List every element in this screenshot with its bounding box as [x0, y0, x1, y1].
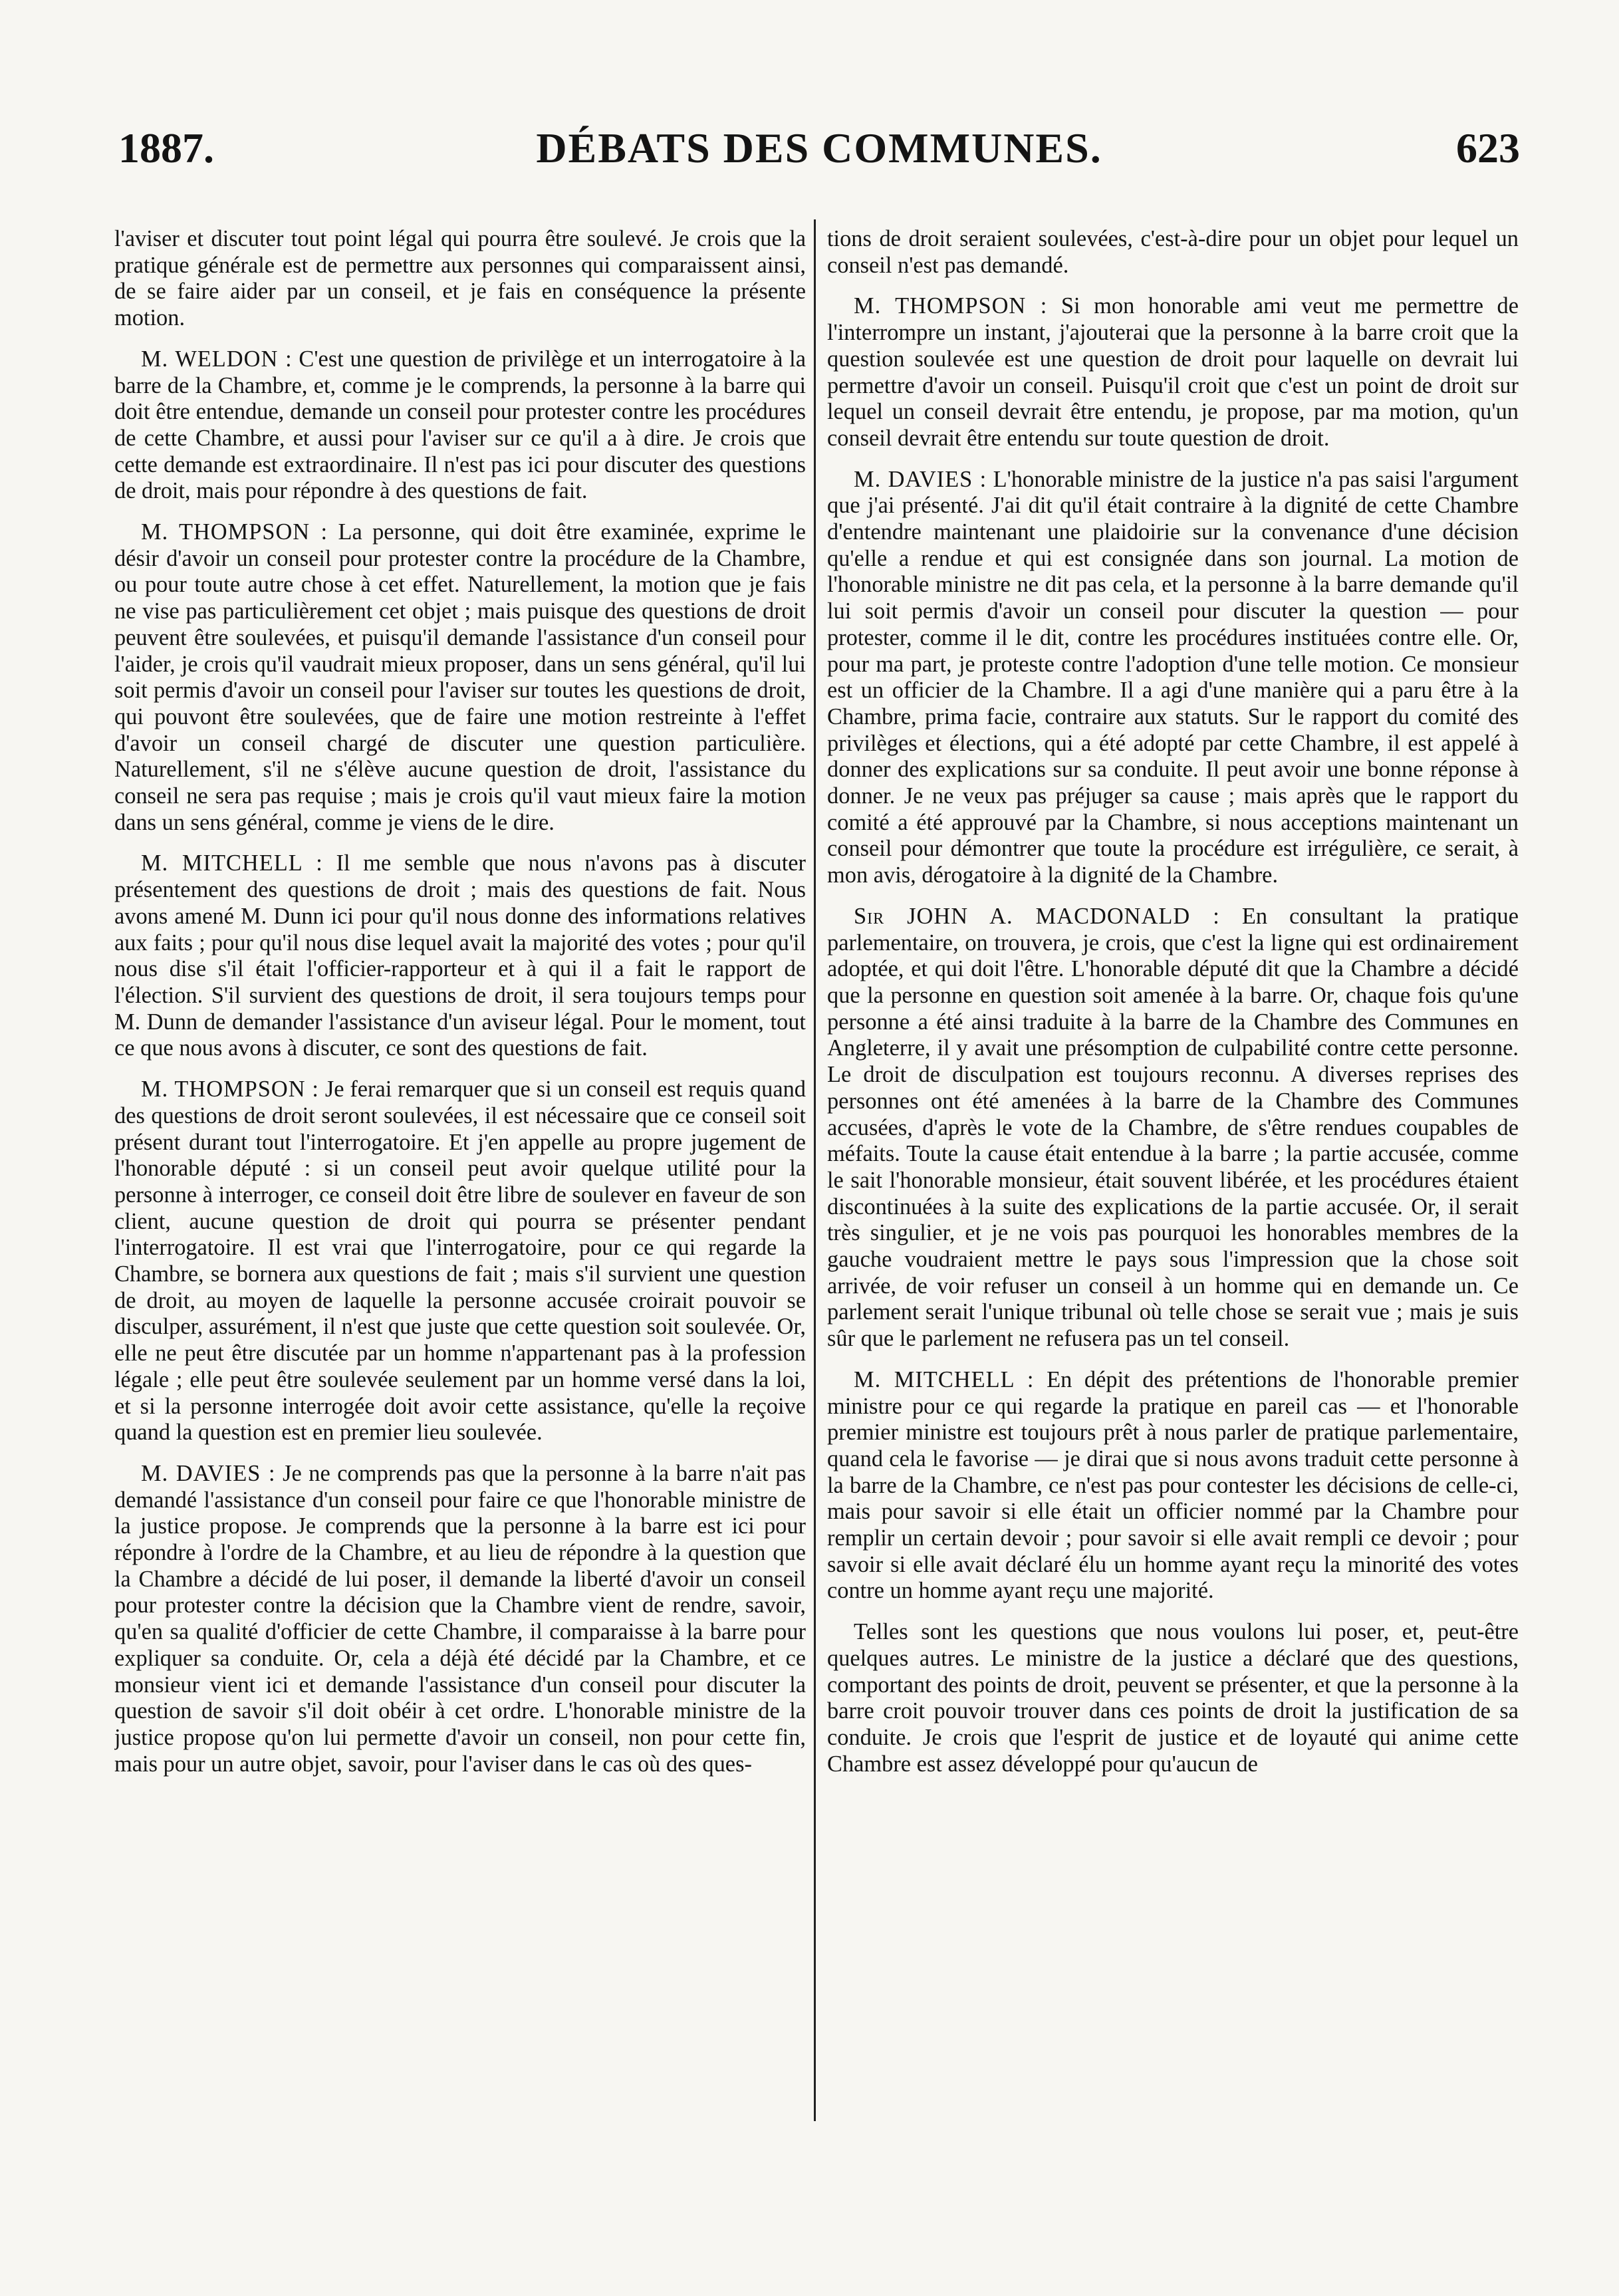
- paragraph-text: l'aviser et discuter tout point légal qui pourra être soulevé. Je crois que la pratique générale est de permettre aux personnes qui comparaissent ainsi, de se faire aider par un conseil, et je fais en conséquence la présente motion.: [114, 226, 806, 331]
- paragraph: [114, 850, 806, 1062]
- paragraph-text: tions de droit seraient soulevées, c'est-à-dire pour un objet pour lequel un conseil n'est pas demandé.: [827, 226, 1519, 278]
- page-number: 623: [1456, 124, 1520, 172]
- paragraph: [827, 1367, 1519, 1604]
- paragraph-text: Il me semble que nous n'avons pas à discuter présentement des questions de droit ; mais des questions de fait. Nous avons amené M. Dunn ici pour qu'il nous donne des informations relatives aux faits ; pour qu'il nous dise lequel avait la majorité des votes ; pour qu'il nous dise s'il était l'officier-rapporteur et à qui il a fait le rapport de l'élection. S'il survient des questions de droit, il sera toujours temps pour M. Dunn de demander l'assistance d'un aviseur légal. Pour le moment, tout ce que nous avons à discuter, ce sont des questions de fait.: [114, 850, 806, 1061]
- speaker-name: M. THOMPSON :: [141, 519, 328, 545]
- speaker-name: M. WELDON :: [141, 346, 293, 372]
- column-divider: [814, 219, 816, 2121]
- paragraph-text: En dépit des prétentions de l'honorable premier ministre pour ce qui regarde la pratique en pareil cas — et l'honorable premier ministre est toujours prêt à nous parler de pratique parlementaire, quand cela le favorise — je dirai que si nous avons traduit cette personne à la barre de la Chambre, ce n'est pas pour contester les décisions de celle-ci, mais pour savoir si elle était un officier nommé par la Chambre pour remplir un certain devoir ; pour savoir si elle avait rempli ce devoir ; pour savoir si elle avait déclaré élu un homme ayant reçu la minorité des votes contre un homme ayant reçu une majorité.: [827, 1366, 1519, 1604]
- paragraph-text: C'est une question de privilège et un interrogatoire à la barre de la Chambre, et, comme je le comprends, la personne à la barre qui doit être entendue, demande un conseil pour protester contre les procédures de cette Chambre, et aussi pour l'aviser sur ce qu'il a à dire. Je crois que cette demande est extraordinaire. Il n'est pas ici pour discuter des questions de droit, mais pour répondre à des questions de fait.: [114, 346, 806, 504]
- paragraph: [114, 1461, 806, 1777]
- page-header: [118, 124, 1520, 184]
- paragraph: [827, 293, 1519, 451]
- right-column: [827, 226, 1519, 2194]
- paragraph-text: Je ferai remarquer que si un conseil est requis quand des questions de droit seront soulevées, il est nécessaire que ce conseil soit présent durant tout l'interrogatoire. Et j'en appelle au propre jugement de l'honorable député : si un conseil peut avoir quelque utilité pour la personne à interroger, ce conseil doit être libre de soulever en faveur de son client, aucune question de droit qui pourra se présenter pendant l'interrogatoire. Il est vrai que l'interrogatoire, pour ce qui regarde la Chambre, se bornera aux questions de fait ; mais s'il survient une question de droit, au moyen de laquelle la personne accusée croirait pouvoir se disculper, assurément, il n'est que juste que cette question soit soulevée. Or, elle ne peut être discutée par un homme n'appartenant pas à la profession légale ; elle peut être soulevée seulement par un homme versé dans la loi, et si la personne interrogée doit avoir cette assistance, qu'elle la reçoive quand la question est en premier lieu soulevée.: [114, 1077, 806, 1446]
- header-title: DÉBATS DES COMMUNES.: [536, 124, 1102, 172]
- paragraph: [827, 1619, 1519, 1777]
- speaker-name: M. THOMPSON :: [854, 293, 1048, 319]
- paragraph: [827, 904, 1519, 1352]
- paragraph: [114, 1077, 806, 1446]
- paragraph-text: Je ne comprends pas que la personne à la barre n'ait pas demandé l'assistance d'un conseil pour faire ce que l'honorable ministre de la justice propose. Je comprends que la personne à la barre est ici pour répondre à l'ordre de la Chambre, et au lieu de répondre à la question que la Chambre a décidé de lui poser, il demande la liberté d'avoir un conseil pour protester contre la décision que la Chambre vient de rendre, savoir, qu'en sa qualité d'officier de cette Chambre, il comparaisse à la barre pour expliquer sa conduite. Or, cela a déjà été décidé par la Chambre, et ce monsieur vient ici et demande l'assistance d'un conseil pour discuter la question de savoir s'il doit obéir à cet ordre. L'honorable ministre de la justice propose qu'on lui permette d'avoir un conseil, non pour cette fin, mais pour un autre objet, savoir, pour l'aviser dans le cas où des ques-: [114, 1460, 806, 1777]
- paragraph: [114, 226, 806, 332]
- paragraph: [827, 467, 1519, 889]
- paragraph: [114, 346, 806, 505]
- paragraph-text: La personne, qui doit être examinée, exprime le désir d'avoir un conseil pour protester contre la procédure de la Chambre, ou pour toute autre chose à cet effet. Naturellement, la motion que je fais ne vise pas particulièrement cet objet ; mais puisque des questions de droit peuvent être soulevées, et puisqu'il demande l'assistance d'un conseil pour l'aider, je crois qu'il vaudrait mieux proposer, dans un sens général, qu'il lui soit permis d'avoir un conseil pour l'aviser sur toutes les questions de droit, qui pouvont être soulevées, que de faire une motion restreinte à l'effet d'avoir un conseil chargé de discuter une question particulière. Naturellement, s'il ne s'élève aucune question de droit, l'assistance du conseil ne sera pas requise ; mais je crois qu'il vaut mieux faire la motion dans un sens général, comme je viens de le dire.: [114, 519, 806, 835]
- paragraph: [114, 519, 806, 836]
- header-year: 1887.: [118, 124, 214, 172]
- paragraph-text: Telles sont les questions que nous voulons lui poser, et, peut-être quelques autres. Le ministre de la justice a déclaré que des questions, comportant des points de droit, peuvent se présenter, et que la personne à la barre croit pouvoir trouver dans ces points de droit la justification de sa conduite. Je crois que l'esprit de justice et de loyauté qui anime cette Chambre est assez développé pour qu'aucun de: [827, 1619, 1519, 1777]
- speaker-name: M. MITCHELL :: [141, 850, 323, 876]
- paragraph-text: Si mon honorable ami veut me permettre de l'interrompre un instant, j'ajouterai que la personne à la barre croit que la question soulevée est une question de droit pour laquelle on devrait lui permettre d'avoir un conseil. Puisqu'il croit que c'est un point de droit sur lequel un conseil devrait être entendu, je propose, par ma motion, qu'un conseil devrait être entendu sur toute question de droit.: [827, 293, 1519, 451]
- speaker-name: M. MITCHELL :: [854, 1366, 1035, 1392]
- paragraph-text: En consultant la pratique parlementaire, on trouvera, je crois, que c'est la ligne qui est ordinairement adoptée, et qui doit l'être. L'honorable député dit que la Chambre a décidé que la personne en question soit amenée à la barre. Or, chaque fois qu'une personne a été ainsi traduite à la barre de la Chambre des Communes en Angleterre, il y avait une présomption de culpabilité contre cette personne. Le droit de disculpation est toujours reconnu. A diverses reprises des personnes ont été amenées à la barre de la Chambre des Communes accusées, d'après le vote de la Chambre, de s'être rendues coupables de méfaits. Toute la cause était entendue à la barre ; la partie accusée, comme le sait l'honorable monsieur, était souvent libérée, et les procédures étaient discontinuées à la suite des explications de la partie accusée. Or, il serait très singulier, et je ne vois pas pourquoi les honorables membres de la gauche voudraient mettre le pays sous l'impression que la chose soit arrivée, de voir refuser un conseil à un homme qui en demande un. Ce parlement serait l'unique tribunal où telle chose se serait vue ; mais je suis sûr que le parlement ne refusera pas un tel conseil.: [827, 903, 1519, 1352]
- speaker-name: Sir JOHN A. MACDONALD :: [854, 903, 1220, 929]
- speaker-name: M. DAVIES :: [141, 1460, 276, 1486]
- speaker-name: M. THOMPSON :: [141, 1077, 319, 1102]
- left-column: [114, 226, 806, 2194]
- paragraph-text: L'honorable ministre de la justice n'a pas saisi l'argument que j'ai présenté. J'ai dit qu'il était contraire à la dignité de cette Chambre d'entendre maintenant une plaidoirie sur la convenance d'une décision qu'elle a rendue et qui est consignée dans son journal. La motion de l'honorable ministre ne dit pas cela, et la personne à la barre demande qu'il lui soit permis d'avoir un conseil pour discuter la question — pour protester, comme il le dit, contre les procédures instituées contre elle. Or, pour ma part, je proteste contre l'adoption d'une telle motion. Ce monsieur est un officier de la Chambre. Il a agi d'une manière qui a paru être à la Chambre, prima facie, contraire aux statuts. Sur le rapport du comité des privilèges et élections, qui a été adopté par cette Chambre, il est appelé à donner des explications sur sa conduite. Il peut avoir une bonne réponse à donner. Je ne veux pas préjuger sa cause ; mais après que le rapport du comité a été approuvé par la Chambre, si nous acceptions maintenant un conseil pour démontrer que toute la procédure est irrégulière, ce serait, à mon avis, dérogatoire à la dignité de la Chambre.: [827, 466, 1519, 888]
- speaker-name: M. DAVIES :: [854, 466, 987, 492]
- paragraph: [827, 226, 1519, 279]
